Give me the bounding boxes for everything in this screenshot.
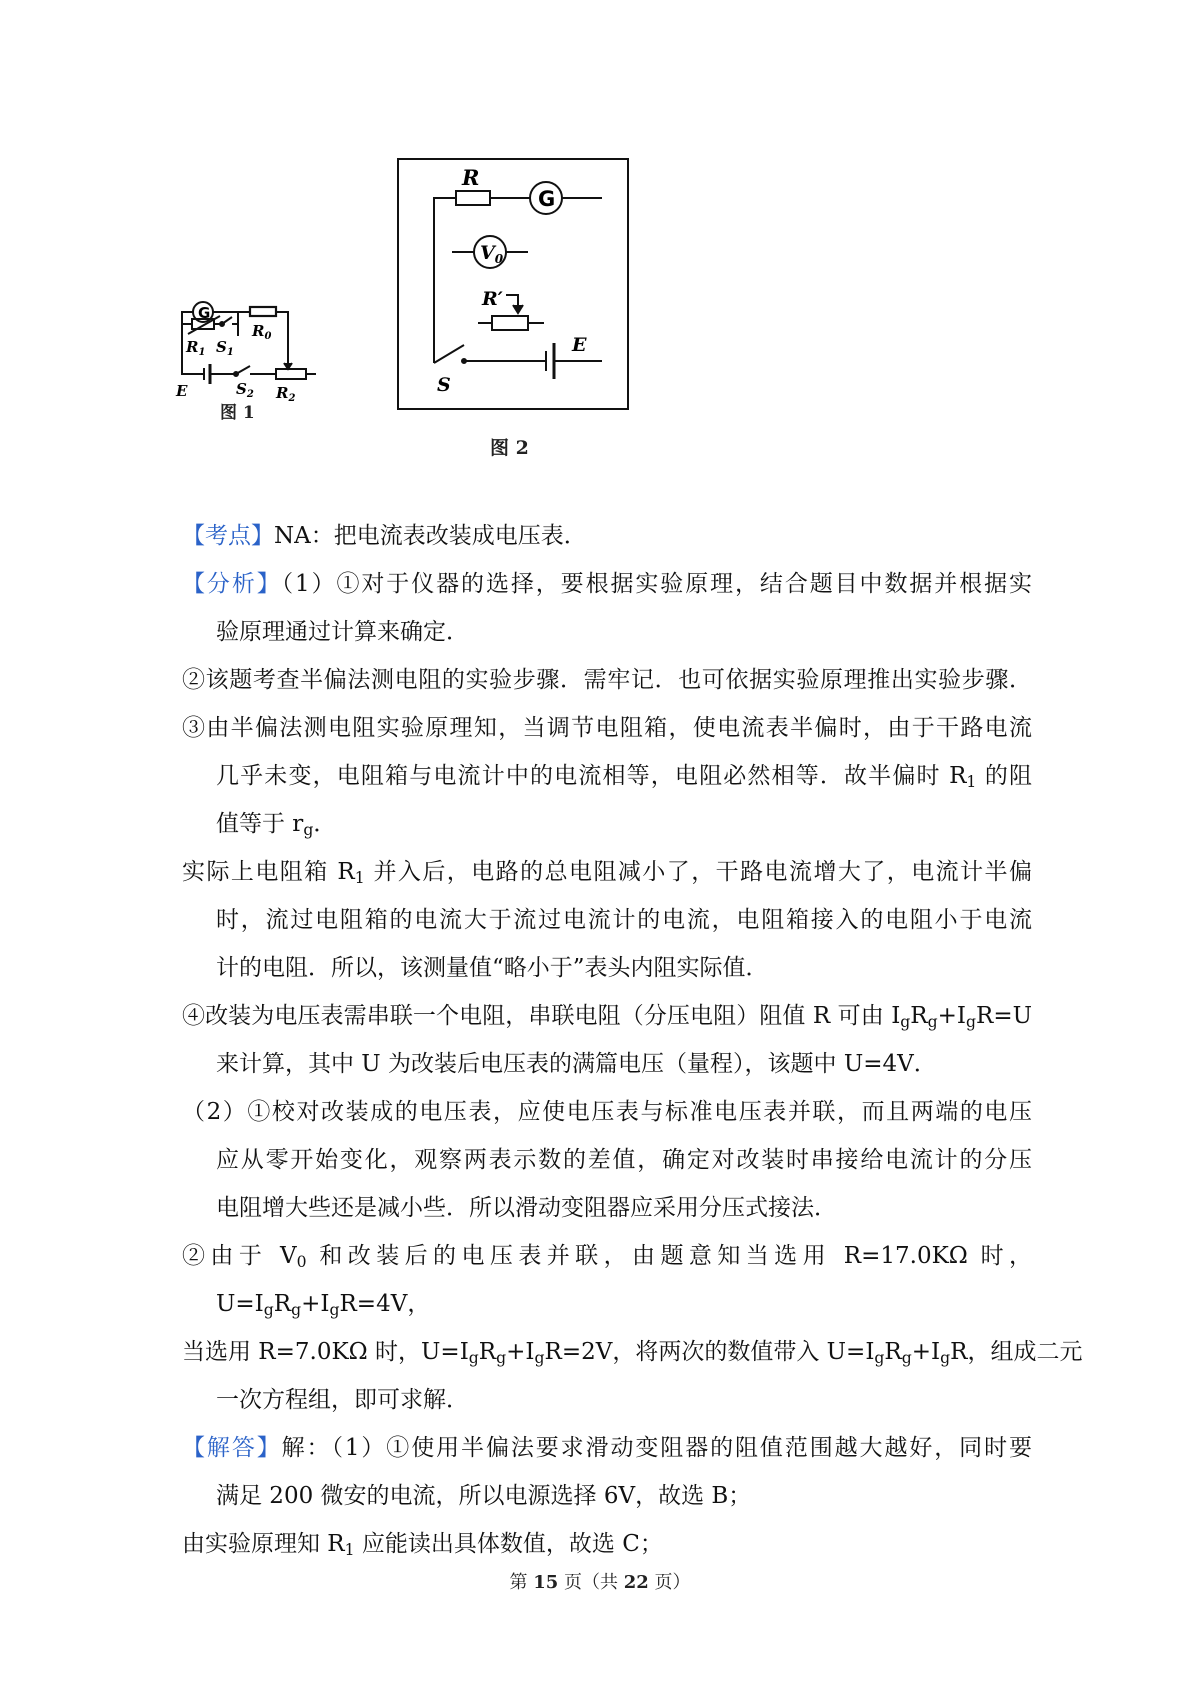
fig2-caption: 图 2: [490, 437, 529, 459]
fig2-label-r: R: [462, 165, 480, 190]
fenxi-line-13: 应从零开始变化，观察两表示数的差值，确定对改装时串接给电流计的分压: [216, 1147, 1032, 1173]
page-number: 15: [533, 1572, 559, 1593]
fenxi-line-5: 几乎未变，电阻箱与电流计中的电流相等，电阻必然相等．故半偏时 $R_1$ 的阻: [216, 763, 1032, 791]
answer-content: [182, 512, 1083, 1568]
fig1-label-r0: $R_0$: [252, 322, 272, 342]
fenxi-line-14: 电阻增大些还是减小些．所以滑动变阻器应采用分压式接法．: [216, 1195, 837, 1221]
fenxi-line-6: 值等于 $r_g$．: [216, 811, 337, 839]
page-footer: 第 15 页（共 22 页）: [509, 1572, 691, 1593]
total-pages: 22: [623, 1572, 649, 1593]
fenxi-line-2: 验原理通过计算来确定．: [216, 619, 469, 645]
fenxi-tag: 【分析】: [182, 571, 282, 597]
circuit-diagram-2: [394, 155, 634, 415]
circuit-figure-2: [394, 155, 634, 465]
fenxi-line-18: 一次方程组，即可求解．: [216, 1387, 469, 1413]
fenxi-line-8: 时，流过电阻箱的电流大于流过电流计的电流，电阻箱接入的电阻小于电流: [216, 907, 1032, 933]
fig2-label-v0: $V_0$: [480, 242, 504, 266]
fig2-label-e: E: [572, 334, 587, 356]
fig2-label-s: S: [437, 374, 451, 396]
kaodian-tag: 【考点】: [182, 523, 274, 549]
fig1-label-r1: $R_1$: [186, 338, 206, 358]
fig2-label-g: G: [538, 187, 556, 211]
fenxi-line-4: ③由半偏法测电阻实验原理知，当调节电阻箱，使电流表半偏时，由于干路电流: [182, 715, 1032, 741]
fig1-label-e: E: [176, 382, 188, 400]
fenxi-line-15: ②由于 $V_0$ 和改装后的电压表并联，由题意知当选用 R=17.0KΩ 时，: [182, 1243, 1032, 1271]
fenxi-line-1: 【分析】（1）①对于仪器的选择，要根据实验原理，结合题目中数据并根据实: [182, 571, 1033, 597]
fenxi-line-9: 计的电阻．所以，该测量值“略小于”表头内阻实际值．: [216, 955, 769, 981]
fenxi-line-12: （2）①校对改装成的电压表，应使电压表与标准电压表并联，而且两端的电压: [182, 1099, 1032, 1125]
fenxi-line-10: ④改装为电压表需串联一个电阻，串联电阻（分压电阻）阻值 R 可由 $I_gR_g+I_gR=U$: [182, 1003, 1032, 1031]
jieda-line-2: 满足 200 微安的电流，所以电源选择 6V，故选 B；: [216, 1483, 752, 1509]
fig1-label-r2: $R_2$: [276, 384, 296, 404]
fenxi-line-11: 来计算，其中 U 为改装后电压表的满篇电压（量程），该题中 U=4V．: [216, 1051, 937, 1077]
fig1-caption: 图 1: [220, 403, 255, 423]
fig1-label-g: G: [198, 304, 211, 322]
fig2-label-rp: R′: [482, 288, 503, 310]
fenxi-line-3: ②该题考查半偏法测电阻的实验步骤．需牢记．也可依据实验原理推出实验步骤．: [182, 667, 1032, 693]
jieda-line-3: 由实验原理知 $R_1$ 应能读出具体数值，故选 C；: [182, 1531, 663, 1559]
circuit-figure-1: [168, 276, 328, 426]
fenxi-line-16: $U=I_gR_g+I_gR=4V$，: [216, 1291, 431, 1319]
kaodian-text: NA：把电流表改装成电压表．: [274, 523, 587, 549]
fenxi-line-7: 实际上电阻箱 $R_1$ 并入后，电路的总电阻减小了，干路电流增大了，电流计半偏: [182, 859, 1033, 887]
fenxi-line-17: 当选用 R=7.0KΩ 时，$U=I_gR_g+I_gR=2V$，将两次的数值带入 $U=I_gR_g+I_gR$，组成二元: [182, 1339, 1083, 1367]
fig1-label-s1: $S_1$: [216, 338, 234, 358]
kaodian-line: [182, 512, 1032, 560]
jieda-tag: 【解答】: [182, 1435, 282, 1461]
fig1-label-s2: $S_2$: [236, 380, 254, 400]
jieda-line-1: 【解答】解：（1）①使用半偏法要求滑动变阻器的阻值范围越大越好，同时要: [182, 1435, 1033, 1461]
